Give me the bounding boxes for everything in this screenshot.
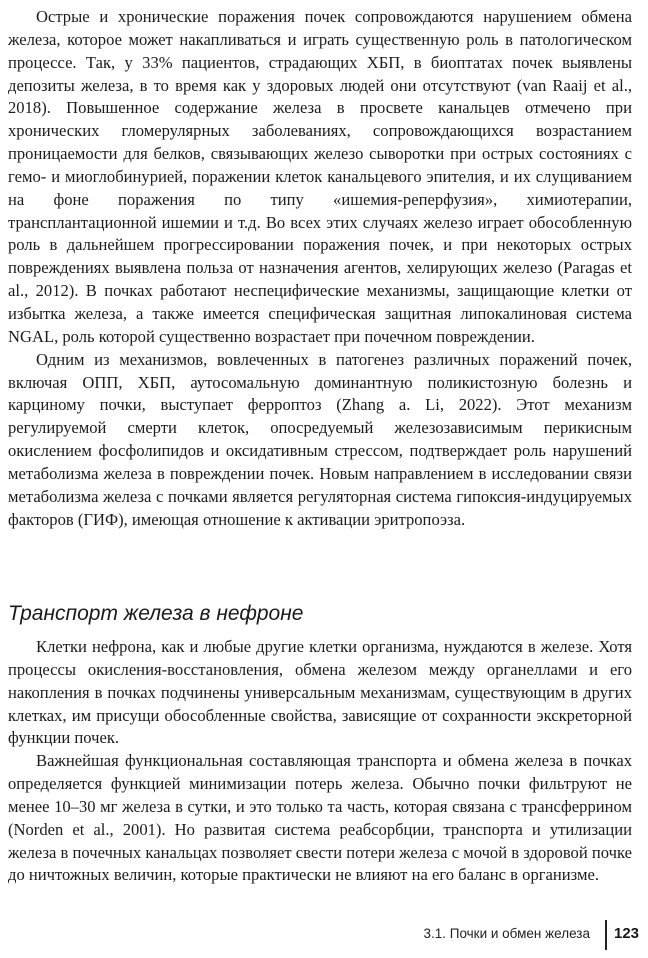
page-footer [0,918,648,952]
section-2 [8,636,632,887]
section-1 [8,6,632,531]
section-heading: Транспорт железа в нефроне [8,602,304,625]
paragraph-ferroptosis: Одним из механизмов, вовлеченных в патогенез различных поражений почек, включая ОПП, ХБП, аутосомальную доминантную поликистозную болезнь и карциному почки, выступает ферроптоз (Zhang a. Li, 2022). Этот механизм регулируемой смерти клеток, опосредуемый железозависимым перикисным окислением фосфолипидов и оксидативным стрессом, подтверждает роль нарушений метаболизма железа в повреждении почек. Новым направлением в исследовании связи метаболизма железа с почками является регуляторная система гипоксия-индуцируемых факторов (ГИФ), имеющая отношение к активации эритропоэза. [8,349,632,529]
paragraph-nephron-cells: Клетки нефрона, как и любые другие клетки организма, нуждаются в железе. Хотя процессы окисления-восстановления, обмена железом между органеллами и его накопления в почках подчинены универсальным механизмам, существующим в других клетках, им присущи обособленные свойства, зависящие от сохранности экскреторной функции почек. [8,637,632,748]
page-number: 123 [614,925,640,942]
footer-divider [605,920,607,950]
paragraph-kidney-iron-damage: Острые и хронические поражения почек сопровождаются нарушением обмена железа, которое может накапливаться и играть существенную роль в патологическом процессе. Так, у 33% пациентов, страдающих ХБП, в биоптатах почек выявлены депозиты железа, в то время как у здоровых людей они отсутствуют (van Raaij et al., 2018). Повышенное содержание железа в просвете канальцев отмечено при хронических гломерулярных заболеваниях, сопровождающихся возрастанием проницаемости для белков, связывающих железо сыворотки при острых состояниях с гемо- и миоглобинурией, поражении клеток канальцевого эпителия, и их слущиванием на фоне поражения по типу «ишемия-реперфузия», химиотерапии, трансплантационной ишемии и т.д. Во всех этих случаях железо играет обособленную роль в дальнейшем прогрессировании поражения почек, и при некоторых острых повреждениях выявлена польза от назначения агентов, хелирующих железо (Paragas et al., 2012). В почках работают неспецифические механизмы, защищающие клетки от избытка железа, а также имеется специфическая защитная липокалиновая система NGAL, роль которой существенно возрастает при почечном повреждении. [8,7,632,346]
running-title: 3.1. Почки и обмен железа [423,926,590,941]
paragraph-iron-loss: Важнейшая функциональная составляющая транспорта и обмена железа в почках определяется функцией минимизации потерь железа. Обычно почки фильтруют не менее 10–30 мг железа в сутки, и это только та часть, которая связана с трансферрином (Norden et al., 2001). Но развитая система реабсорбции, транспорта и утилизации железа в почечных канальцах позволяет свести потери железа с мочой в здоровой почке до ничтожных величин, которые практически не влияют на его баланс в организме. [8,751,632,885]
